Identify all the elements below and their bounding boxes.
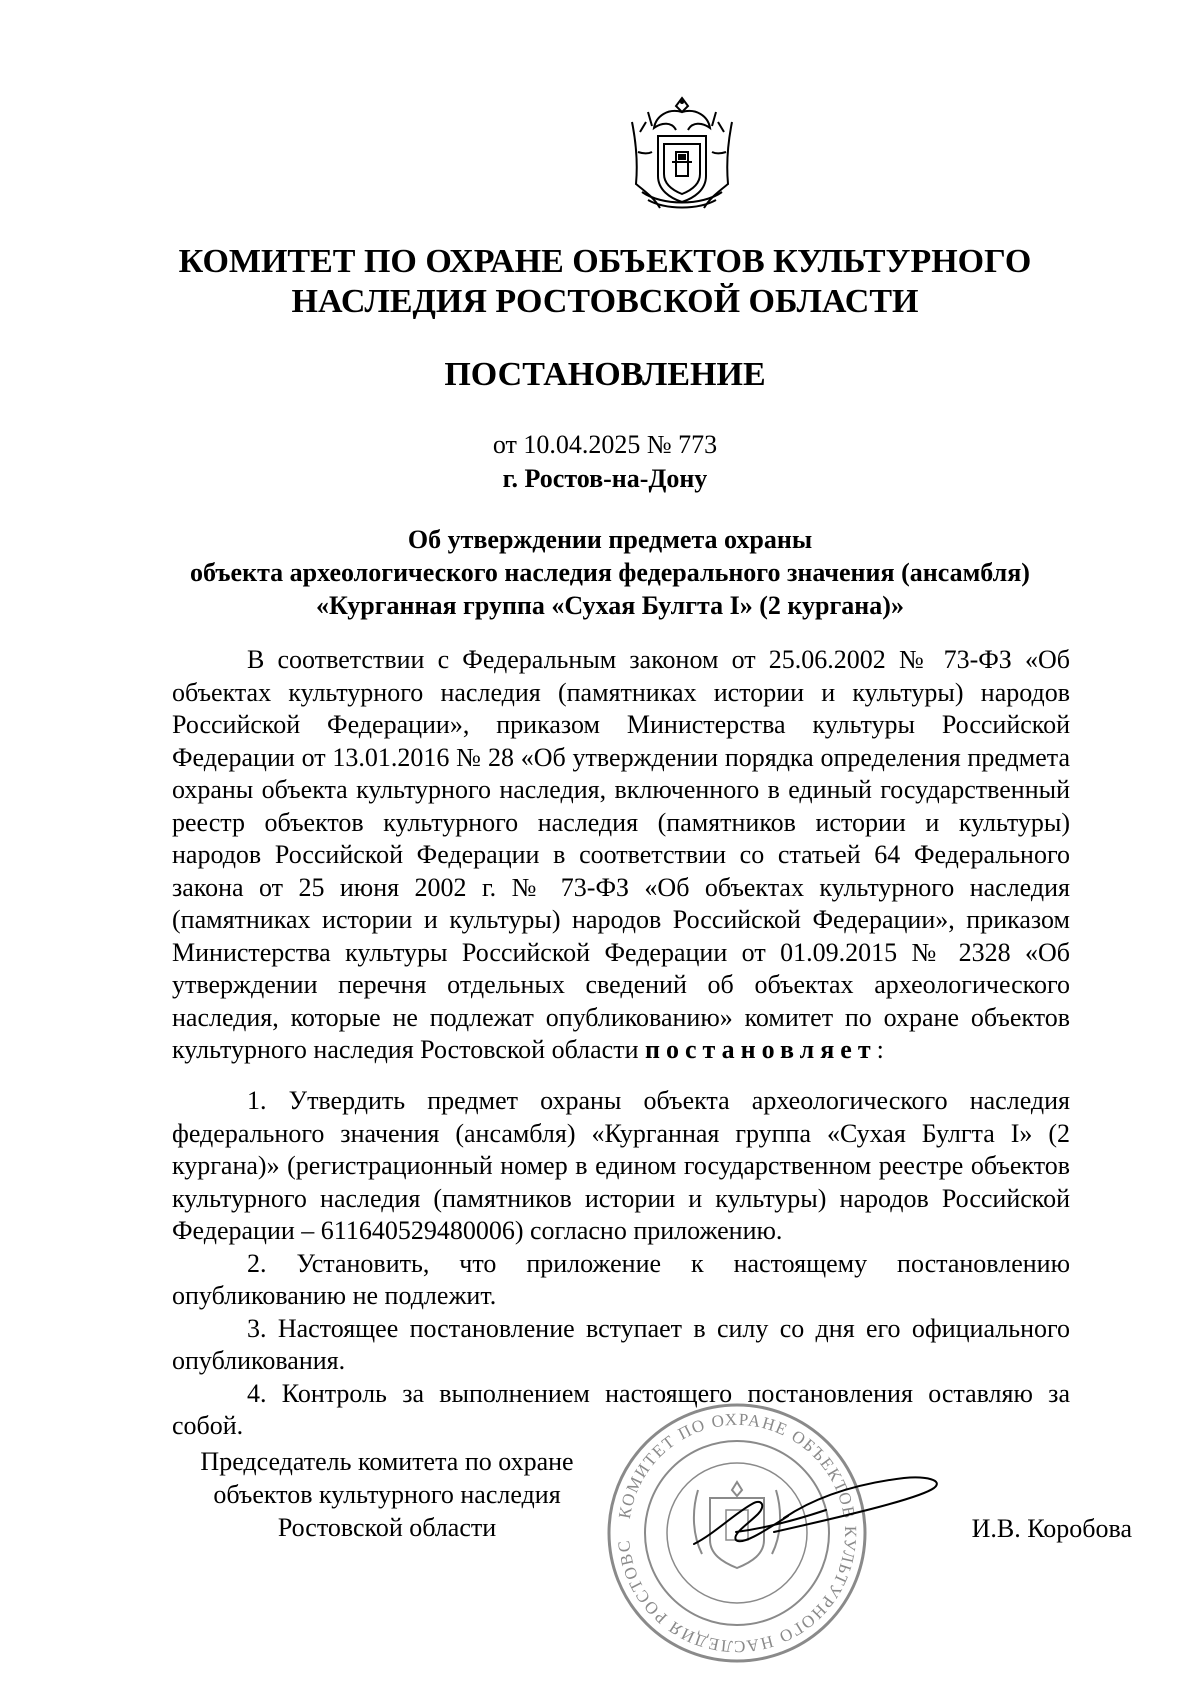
signer-position-line-3: Ростовской области [277, 1513, 497, 1542]
preamble-text: В соответствии с Федеральным законом от 25.06.2002 № 73-ФЗ «Об объектах культурного наследия (памятниках истории и культуры) народов Российской Федерации», приказом Министерства культуры Российской Федерации от 13.01.2016 № 28 «Об утверждении порядка определения предмета охраны объекта культурного наследия, включенного в единый государственный реестр объектов культурного наследия (памятников истории и культуры) народов Российской Федерации в соответствии со статьей 64 Федерального закона от 25 июня 2002 г. № 73-ФЗ «Об объектах культурного наследия (памятниках истории и культуры) народов Российской Федерации», приказом Министерства культуры Российской Федерации от 01.09.2015 № 2328 «Об утверждении перечня отдельных сведений об объектах археологического наследия, которые не подлежат опубликованию» комитет по охране объектов культурного наследия Ростовской области [172, 645, 1070, 1064]
document-type: ПОСТАНОВЛЕНИЕ [444, 356, 766, 393]
signer-position-line-1: Председатель комитета по охране [200, 1447, 574, 1476]
coat-of-arms-icon [618, 92, 746, 220]
document-subject [150, 523, 1070, 622]
resolution-items [172, 1085, 1070, 1443]
preamble-paragraph [172, 644, 1070, 1067]
subject-line-1: Об утверждении предмета охраны [407, 525, 813, 554]
city: г. Ростов-на-Дону [502, 464, 708, 493]
signer-name: И.В. Коробова [971, 1514, 1132, 1543]
organization-name [150, 242, 1060, 322]
signer-position [172, 1445, 602, 1544]
decree-colon: : [876, 1035, 884, 1064]
date-number: от 10.04.2025 № 773 [492, 430, 718, 459]
subject-line-3: «Курганная группа «Сухая Булгта I» (2 кургана)» [316, 591, 904, 620]
resolution-item-1: 1. Утвердить предмет охраны объекта археологического наследия федерального значения (ансамбля) «Курганная группа «Сухая Булгта I» (2 кургана)» (регистрационный номер в едином государственном реестре объектов культурного наследия (памятников истории и культуры) народов Российской Федерации – 611640529480006) согласно приложению. [172, 1086, 1070, 1245]
preamble [172, 644, 1070, 1067]
org-line-2: НАСЛЕДИЯ РОСТОВСКОЙ ОБЛАСТИ [291, 283, 919, 320]
decree-word: постановляет [645, 1035, 877, 1064]
org-line-1: КОМИТЕТ ПО ОХРАНЕ ОБЪЕКТОВ КУЛЬТУРНОГО [178, 243, 1032, 280]
handwritten-signature [676, 1462, 966, 1572]
subject-line-2: объекта археологического наследия федерального значения (ансамбля) [190, 558, 1030, 587]
resolution-item-3: 3. Настоящее постановление вступает в силу со дня его официального опубликования. [172, 1313, 1070, 1375]
resolution-item-2: 2. Установить, что приложение к настоящему постановлению опубликованию не подлежит. [172, 1248, 1070, 1310]
resolution-item-4: 4. Контроль за выполнением настоящего постановления оставляю за собой. [172, 1378, 1070, 1440]
signer-position-line-2: объектов культурного наследия [213, 1480, 561, 1509]
seal-text: КОМИТЕТ ПО ОХРАНЕ ОБЪЕКТОВ КУЛЬТУРНОГО НАСЛЕДИЯ РОСТОВС [614, 1409, 861, 1657]
